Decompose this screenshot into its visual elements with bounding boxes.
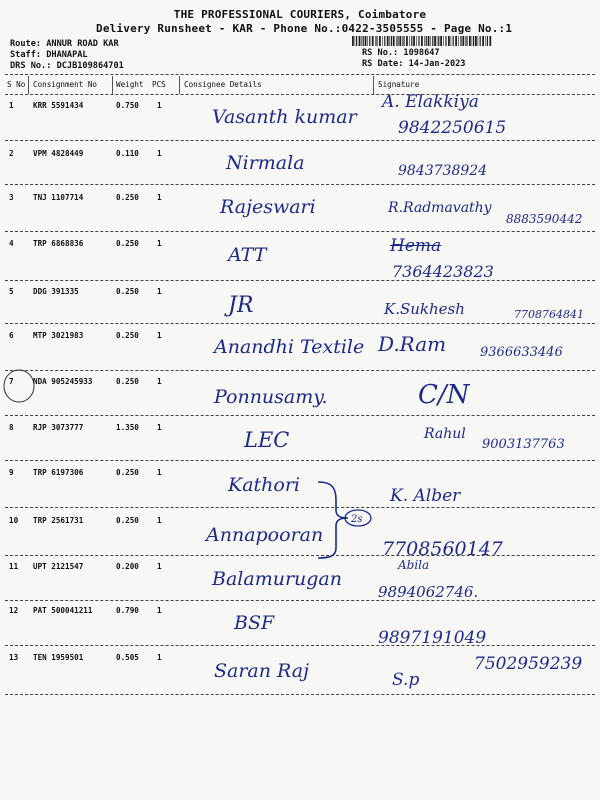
signature-handwriting: A. Elakkiya xyxy=(382,92,479,112)
phone-handwriting: 9894062746. xyxy=(378,583,479,601)
row-consignment: TNJ 1107714 xyxy=(33,193,84,202)
row-sno: 5 xyxy=(9,287,14,296)
table-header-rule xyxy=(5,94,595,95)
row-sno: 1 xyxy=(9,101,14,110)
row-divider xyxy=(5,415,595,416)
brace-circle-mark xyxy=(345,510,371,526)
row-sno: 4 xyxy=(9,239,14,248)
phone-handwriting: 9003137763 xyxy=(482,437,565,452)
consignee-handwriting: Annapooran xyxy=(206,524,324,546)
signature-handwriting: S.p xyxy=(392,670,420,690)
consignee-handwriting: ATT xyxy=(228,244,267,266)
consignee-handwriting: Rajeswari xyxy=(220,196,316,218)
phone-handwriting: 7502959239 xyxy=(474,654,583,674)
row-divider xyxy=(5,140,595,141)
row-consignment: UPT 2121547 xyxy=(33,562,84,571)
signature-handwriting: D.Ram xyxy=(378,332,447,356)
signature-handwriting: K.Sukhesh xyxy=(384,300,465,318)
row-weight: 0.250 xyxy=(116,331,139,340)
column-header-weight: Weight xyxy=(116,80,144,89)
consignee-handwriting: Balamurugan xyxy=(212,568,342,590)
consignee-handwriting: Saran Raj xyxy=(214,660,309,682)
row-sno: 10 xyxy=(9,516,19,525)
column-divider xyxy=(373,76,374,94)
page-subtitle: Delivery Runsheet - KAR - Phone No.:0422-3505555 - Page No.:1 xyxy=(96,22,513,35)
row-pcs: 1 xyxy=(157,516,162,525)
row-consignment: TRP 6197306 xyxy=(33,468,84,477)
row-sno: 12 xyxy=(9,606,19,615)
brace-label: 2s xyxy=(351,514,363,525)
column-header-consignee: Consignee Details xyxy=(184,80,262,89)
row-sno: 7 xyxy=(9,377,14,386)
row-consignment: TRP 6868836 xyxy=(33,239,84,248)
row-sno: 6 xyxy=(9,331,14,340)
column-divider xyxy=(112,76,113,94)
row-pcs: 1 xyxy=(157,331,162,340)
row-weight: 0.250 xyxy=(116,516,139,525)
row-sno: 13 xyxy=(9,653,19,662)
table-top-rule xyxy=(5,74,595,75)
row-pcs: 1 xyxy=(157,606,162,615)
row-sno: 9 xyxy=(9,468,14,477)
row-divider xyxy=(5,370,595,371)
row-weight: 0.250 xyxy=(116,287,139,296)
row-7-circle-mark xyxy=(4,370,34,402)
consignee-handwriting: Ponnusamy. xyxy=(214,386,328,408)
row-divider xyxy=(5,645,595,646)
brace-mark xyxy=(318,482,348,558)
row-weight: 0.250 xyxy=(116,377,139,386)
row-weight: 0.790 xyxy=(116,606,139,615)
row-consignment: RJP 3073777 xyxy=(33,423,84,432)
consignee-handwriting: JR xyxy=(228,293,254,318)
row-consignment: NDA 905245933 xyxy=(33,377,93,386)
phone-handwriting: 7708560147 xyxy=(382,538,503,560)
row-divider xyxy=(5,555,595,556)
row-consignment: VPM 4828449 xyxy=(33,149,84,158)
consignee-handwriting: LEC xyxy=(244,428,290,452)
row-consignment: KRR 5591434 xyxy=(33,101,84,110)
phone-handwriting: 9842250615 xyxy=(398,118,507,138)
row-pcs: 1 xyxy=(157,287,162,296)
column-header-signature: Signature xyxy=(378,80,420,89)
row-pcs: 1 xyxy=(157,149,162,158)
row-sno: 11 xyxy=(9,562,19,571)
row-pcs: 1 xyxy=(157,377,162,386)
column-header-pcs: PCS xyxy=(152,80,166,89)
row-divider xyxy=(5,600,595,601)
phone-handwriting: 9897191049 xyxy=(378,628,487,648)
row-consignment: DDG 391335 xyxy=(33,287,79,296)
row-weight: 0.250 xyxy=(116,193,139,202)
signature-handwriting: Hema xyxy=(390,236,442,256)
phone-handwriting: 7708764841 xyxy=(514,308,584,321)
signature-handwriting: R.Radmavathy xyxy=(388,200,492,216)
row-pcs: 1 xyxy=(157,101,162,110)
signature-handwriting: K. Alber xyxy=(390,486,461,506)
row-weight: 0.250 xyxy=(116,239,139,248)
phone-handwriting: 7364423823 xyxy=(392,262,494,281)
row-pcs: 1 xyxy=(157,653,162,662)
phone-handwriting: 8883590442 xyxy=(506,212,583,226)
row-pcs: 1 xyxy=(157,193,162,202)
consignee-handwriting: BSF xyxy=(234,612,275,634)
column-divider xyxy=(28,76,29,94)
barcode-image xyxy=(352,36,492,46)
consignee-handwriting: Vasanth kumar xyxy=(212,106,357,128)
row-consignment: MTP 3021983 xyxy=(33,331,84,340)
staff-label: Staff: DHANAPAL xyxy=(10,50,88,60)
signature-handwriting: C/N xyxy=(418,380,470,410)
drs-number: DRS No.: DCJB109864701 xyxy=(10,61,124,71)
row-weight: 0.200 xyxy=(116,562,139,571)
column-header-consignment: Consignment No xyxy=(33,80,98,89)
row-pcs: 1 xyxy=(157,562,162,571)
row-sno: 2 xyxy=(9,149,14,158)
row-consignment: PAT 500041211 xyxy=(33,606,93,615)
row-pcs: 1 xyxy=(157,468,162,477)
row-divider xyxy=(5,460,595,461)
phone-handwriting: 9366633446 xyxy=(480,345,563,360)
row-weight: 0.250 xyxy=(116,468,139,477)
row-consignment: TEN 1959501 xyxy=(33,653,84,662)
rs-number: RS No.: 1098647 xyxy=(362,48,440,58)
column-header-sno: S No xyxy=(7,80,26,89)
consignee-handwriting: Anandhi Textile xyxy=(214,336,365,358)
rs-date: RS Date: 14-Jan-2023 xyxy=(362,59,466,69)
row-sno: 3 xyxy=(9,193,14,202)
route-label: Route: ANNUR ROAD KAR xyxy=(10,39,119,49)
signature-handwriting: Rahul xyxy=(424,426,466,442)
row-divider xyxy=(5,280,595,281)
page-title: THE PROFESSIONAL COURIERS, Coimbatore xyxy=(173,8,427,21)
row-weight: 0.750 xyxy=(116,101,139,110)
row-divider xyxy=(5,184,595,185)
consignee-handwriting: Nirmala xyxy=(226,152,305,174)
phone-handwriting: 9843738924 xyxy=(398,163,488,179)
row-sno: 8 xyxy=(9,423,14,432)
row-pcs: 1 xyxy=(157,423,162,432)
consignee-handwriting: Kathori xyxy=(228,474,300,496)
row-divider xyxy=(5,694,595,695)
row-weight: 0.110 xyxy=(116,149,139,158)
signature-handwriting: Abila xyxy=(398,558,430,572)
row-divider xyxy=(5,507,595,508)
row-weight: 0.505 xyxy=(116,653,139,662)
row-weight: 1.350 xyxy=(116,423,139,432)
row-divider xyxy=(5,323,595,324)
column-divider xyxy=(179,76,180,94)
row-pcs: 1 xyxy=(157,239,162,248)
row-divider xyxy=(5,231,595,232)
row-consignment: TRP 2561731 xyxy=(33,516,84,525)
